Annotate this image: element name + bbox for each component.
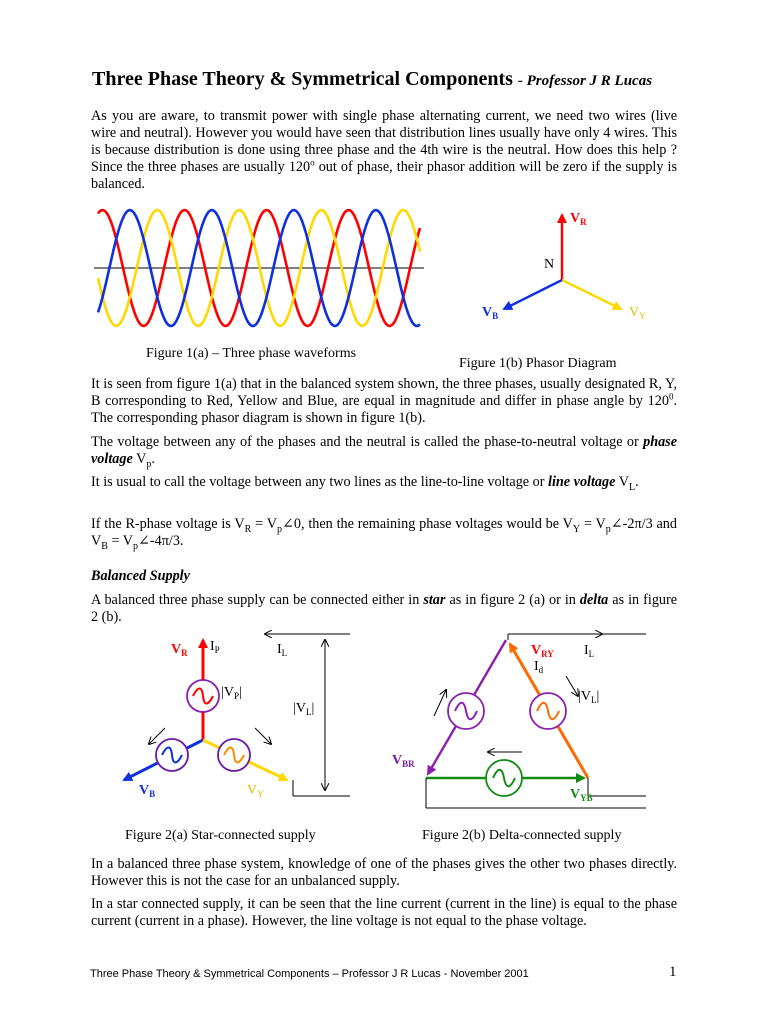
vb-phasor-arrow <box>504 280 562 309</box>
delta-vl-label: $|V_L|$ <box>578 689 600 705</box>
line-voltage-paragraph: It is usual to call the voltage between any two lines as the line-to-line voltage or line voltage $V_L$. <box>91 474 639 493</box>
star-delta-paragraph: A balanced three phase supply can be connected either in star as in figure 2 (a) or in delta as in figure 2 (b). <box>91 592 678 625</box>
page-title <box>92 68 652 91</box>
unbalanced-note-paragraph: In a balanced three phase system, knowledge of one of the phases gives the other two phases directly. However this is not the case for an unbalanced supply. <box>91 856 677 889</box>
vb-label: $V_B$ <box>482 305 499 321</box>
balanced-system-paragraph: It is seen from figure 1(a) that in the balanced system shown, the three phases, usually designated R, Y, B corresponding to Red, Yellow and Blue, are equal in magnitude and differ in phase angle by $120^0$. The corresponding phasor diagram is shown in figure 1(b). <box>91 376 677 426</box>
phase-voltage-paragraph: The voltage between any of the phases and the neutral is called the phase-to-neutral voltage or phase voltage $V_p$. <box>91 434 678 470</box>
figure-2a-caption: Figure 2(a) Star-connected supply <box>125 828 316 843</box>
figure-1b-caption: Figure 1(b) Phasor Diagram <box>459 356 617 371</box>
star-current-paragraph: In a star connected supply, it can be seen that the line current (current in the line) is equal to the phase current (current in a phase). However, the line voltage is not equal to the phase voltage. <box>91 896 677 929</box>
intro-paragraph: As you are aware, to transmit power with single phase alternating current, we need two wires (live wire and neutral). However you would have seen that distribution lines usually have only 4 wires. This is because distribution is done using three phase and the 4th wire is the neutral. How does this help ? Since the three phases are usually 120$^o$ out of phase, their phasor addition will be zero if the supply is balanced. <box>91 108 677 192</box>
phasor-diagram-figure <box>478 205 658 325</box>
neutral-label: N <box>544 257 555 272</box>
page-footer: Three Phase Theory & Symmetrical Components – Professor J R Lucas - November 2001 <box>90 968 529 980</box>
delta-vry-label: $V_{RY}$ <box>531 643 554 659</box>
star-vb-label: $V_B$ <box>139 783 156 799</box>
delta-id-label: $I_d$ <box>534 659 544 675</box>
br-direction-arrow <box>434 690 446 716</box>
phase-voltages-paragraph: If the R-phase voltage is $V_R$ = $V_p\angle 0$, then the remaining phase voltages would be $V_Y$ = $V_p\angle-2\pi/3$ and $V_B$ = $V_p\angle-4\pi/3$. <box>91 516 677 552</box>
star-ip-label: $I_P$ <box>210 639 220 655</box>
star-connected-supply-figure <box>115 628 350 810</box>
figure-2b-caption: Figure 2(b) Delta-connected supply <box>422 828 622 843</box>
star-il-label: $I_L$ <box>277 642 288 658</box>
figure-1a-caption: Figure 1(a) – Three phase waveforms <box>146 346 357 361</box>
delta-vyb-label: $V_{YB}$ <box>570 787 593 803</box>
delta-vbr-label: $V_{BR}$ <box>392 753 415 769</box>
title-main: Three Phase Theory & Symmetrical Components <box>92 68 513 90</box>
delta-connected-supply-figure <box>388 628 646 810</box>
three-phase-waveforms-figure <box>94 197 424 343</box>
title-author: - Professor J R Lucas <box>517 73 653 89</box>
balanced-supply-heading: Balanced Supply <box>91 568 190 584</box>
star-vl-label: $|V_L|$ <box>293 701 315 717</box>
vr-label: $V_R$ <box>570 211 587 227</box>
ry-direction-arrow <box>566 676 578 696</box>
delta-il-label: $I_L$ <box>584 643 595 659</box>
star-vp-label: $|V_P|$ <box>221 685 242 701</box>
star-vr-label: $V_R$ <box>171 642 188 658</box>
vy-phasor-arrow <box>562 280 621 309</box>
vy-label: $V_Y$ <box>629 305 646 321</box>
star-vy-label: $V_Y$ <box>247 783 264 799</box>
page-number: 1 <box>669 964 677 980</box>
yellow-phase-direction-arrow <box>255 728 271 744</box>
